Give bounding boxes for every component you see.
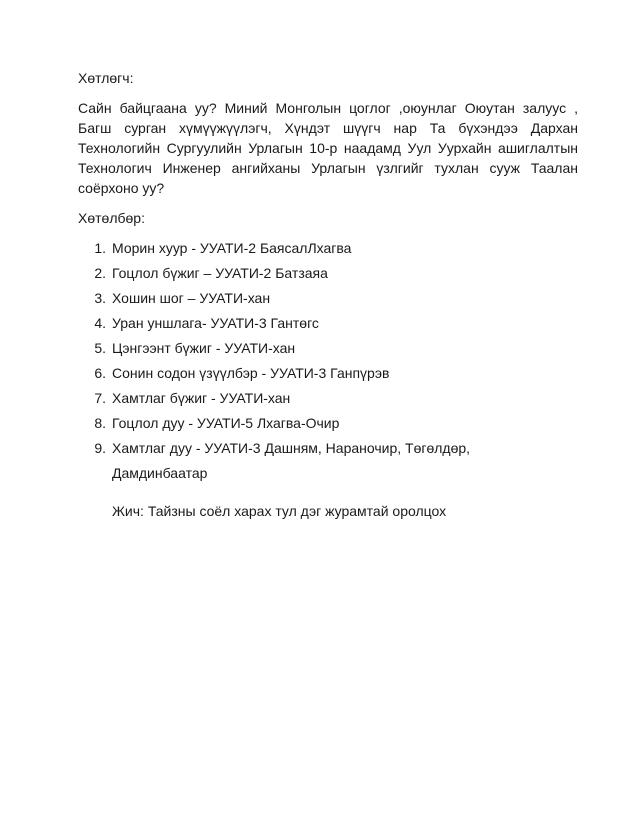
program-text: Хамтлаг бүжиг - УУАТИ-хан: [112, 390, 291, 406]
program-item-2: [78, 263, 578, 283]
program-number: 4.: [94, 315, 106, 331]
program-item-4: [78, 313, 578, 333]
program-number: 6.: [94, 365, 106, 381]
greeting-paragraph: Сайн байцгаана уу? Миний Монголын цоглог ,оюунлаг Оюутан залуус , Багш сурган хүмүүжүүлэгч, Хүндэт шүүгч нар Та бүхэндээ Дархан Технологийн Сургуулийн Урлагын 10-р наадамд Уул Уурхайн ашиглалтын Технологич Инженер ангийханы Урлагын үзлгийг тухлан сууж Таалан соёрхоно уу?: [78, 100, 578, 196]
program-text: Уран уншлага- УУАТИ-3 Гантөгс: [112, 315, 319, 331]
program-list: [78, 238, 578, 458]
program-number: 1.: [94, 240, 106, 256]
program-item-9: [78, 438, 578, 458]
program-item-1: [78, 238, 578, 258]
program-item-6: [78, 363, 578, 383]
program-number: 9.: [94, 440, 106, 456]
program-item-7: [78, 388, 578, 408]
program-number: 2.: [94, 265, 106, 281]
program-text: Хамтлаг дуу - УУАТИ-3 Дашням, Нараночир, Төгөлдөр,: [112, 440, 471, 456]
document-page: [78, 68, 578, 521]
host-label: Хөтлөгч:: [78, 70, 134, 86]
note-text: Жич: Тайзны соёл харах тул дэг журамтай оролцох: [112, 503, 447, 519]
program-text: Гоцлол бүжиг – УУАТИ-2 Батзаяа: [112, 265, 328, 281]
program-item-8: [78, 413, 578, 433]
program-text: Цэнгээнт бүжиг - УУАТИ-хан: [112, 340, 296, 356]
program-item-3: [78, 288, 578, 308]
program-text: Морин хуур - УУАТИ-2 БаясалЛхагва: [112, 240, 352, 256]
program-label: Хөтөлбөр:: [78, 210, 145, 226]
program-number: 8.: [94, 415, 106, 431]
program-text: Гоцлол дуу - УУАТИ-5 Лхагва-Очир: [112, 415, 340, 431]
program-number: 5.: [94, 340, 106, 356]
program-number: 7.: [94, 390, 106, 406]
program-item-9-continuation: Дамдинбаатар: [112, 465, 208, 481]
program-number: 3.: [94, 290, 106, 306]
program-text: Сонин содон үзүүлбэр - УУАТИ-3 Ганпүрэв: [112, 365, 390, 381]
program-text: Хошин шог – УУАТИ-хан: [112, 290, 271, 306]
program-item-5: [78, 338, 578, 358]
